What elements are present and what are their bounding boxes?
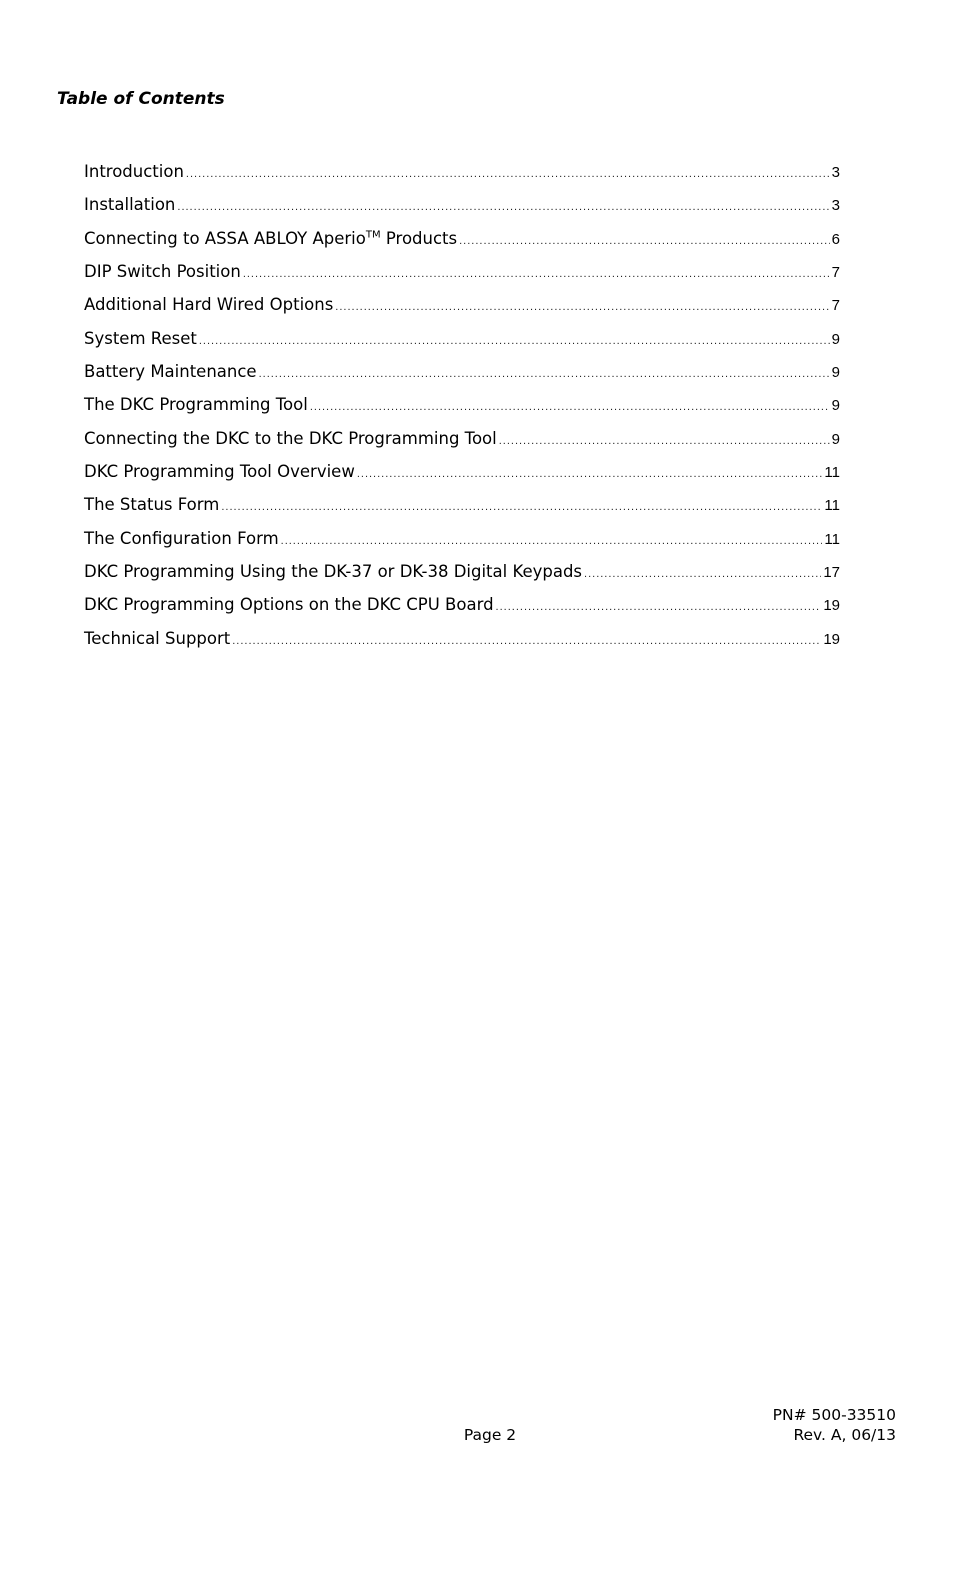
toc-entry-page: 7 <box>831 297 840 315</box>
toc-entry-label: DKC Programming Tool Overview <box>84 462 355 482</box>
toc-entry-page: 19 <box>823 597 840 615</box>
toc-leader-dots <box>177 193 829 221</box>
toc-entry-page: 6 <box>831 230 840 248</box>
toc-entry-label: Connecting to ASSA ABLOY Aperio <box>84 228 366 248</box>
toc-entry[interactable] <box>84 358 840 391</box>
toc-entry-page: 9 <box>831 397 840 415</box>
toc-entry-page: 19 <box>823 630 840 648</box>
toc-entry[interactable] <box>84 258 840 291</box>
toc-entry-page: 11 <box>824 497 840 515</box>
toc-entry[interactable] <box>84 425 840 458</box>
toc-entry[interactable] <box>84 591 840 624</box>
toc-leader-dots <box>199 327 830 355</box>
toc-entry[interactable] <box>84 291 840 324</box>
footer-part-number: PN# 500-33510 <box>772 1406 896 1424</box>
toc-entry[interactable] <box>84 158 840 191</box>
toc-entry-page: 3 <box>831 164 840 181</box>
toc-entry-label: The Configuration Form <box>84 528 279 548</box>
toc-entry-label: DIP Switch Position <box>84 262 241 282</box>
footer-document-info <box>773 1405 896 1445</box>
toc-entry-label-group <box>84 225 459 253</box>
toc-entry-page: 11 <box>824 530 840 548</box>
footer-page-number: Page 2 <box>463 1426 517 1444</box>
toc-leader-dots <box>584 560 821 588</box>
toc-entry-page: 9 <box>831 330 840 348</box>
toc-entry[interactable] <box>84 458 840 491</box>
toc-leader-dots <box>232 627 821 655</box>
toc-entry[interactable] <box>84 325 840 358</box>
toc-leader-dots <box>459 227 830 255</box>
toc-entry-label: The Status Form <box>84 495 220 515</box>
toc-entry-page: 11 <box>824 464 840 482</box>
toc-leader-dots <box>281 527 823 555</box>
toc-leader-dots <box>335 293 829 321</box>
toc-leader-dots <box>243 260 830 288</box>
toc-entry[interactable] <box>84 525 840 558</box>
toc-entry-label: DKC Programming Options on the DKC CPU Board <box>84 595 494 615</box>
toc-entry-label: The DKC Programming Tool <box>84 395 308 415</box>
toc-entry-label: Connecting the DKC to the DKC Programming Tool <box>84 428 497 448</box>
toc-entry-label-suffix: Products <box>380 228 458 248</box>
toc-entry-page: 3 <box>831 197 840 215</box>
toc-entry[interactable] <box>84 225 840 258</box>
toc-leader-dots <box>357 460 823 488</box>
toc-leader-dots <box>221 493 822 521</box>
toc-entry-label: Technical Support <box>84 628 231 648</box>
toc-leader-dots <box>310 393 830 421</box>
toc-entry-page: 9 <box>831 364 840 382</box>
toc-entry-page: 9 <box>831 430 840 448</box>
toc-entry[interactable] <box>84 625 840 658</box>
toc-title: Table of Contents <box>57 89 225 109</box>
toc-leader-dots <box>259 360 830 388</box>
toc-entry-page: 7 <box>831 264 840 282</box>
toc-entry-label: DKC Programming Using the DK-37 or DK-38 Digital Keypads <box>84 562 583 582</box>
toc-entry[interactable] <box>84 191 840 224</box>
toc-entry-label: Introduction <box>84 162 184 181</box>
toc-entry[interactable] <box>84 491 840 524</box>
footer-revision: Rev. A, 06/13 <box>793 1426 896 1444</box>
toc-entry-label: Additional Hard Wired Options <box>84 295 334 315</box>
toc-entry[interactable] <box>84 391 840 424</box>
toc-entry-page: 17 <box>823 564 840 582</box>
toc-leader-dots <box>499 427 830 455</box>
toc-entry-label: System Reset <box>84 328 197 348</box>
toc-entry-label: Battery Maintenance <box>84 362 257 382</box>
trademark-superscript: TM <box>365 229 381 241</box>
toc-leader-dots <box>186 160 830 188</box>
toc-entry-label: Installation <box>84 195 176 215</box>
toc-list <box>84 158 840 658</box>
toc-leader-dots <box>496 593 822 621</box>
toc-entry[interactable] <box>84 558 840 591</box>
